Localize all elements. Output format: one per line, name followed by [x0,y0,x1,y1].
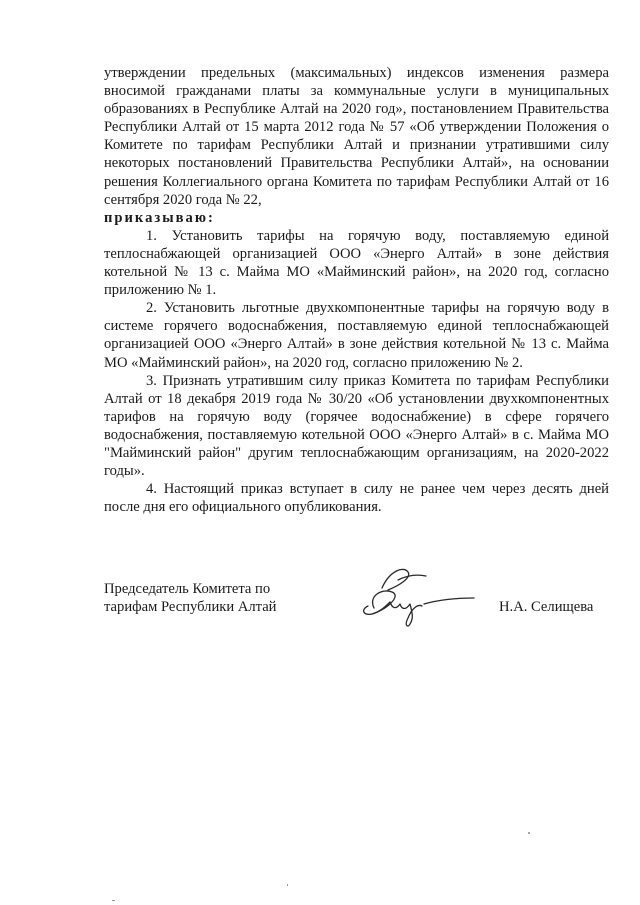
text-line: признании утратившими силу некоторых постановлений Правительства [104,137,610,172]
text-line: 2. Установить льготные двухкомпонентные тарифы на горячую воду [146,300,596,317]
signatory-title-line-2: тарифам Республики Алтай [104,599,277,616]
text-line: Правительства Республики Алтай от 15 марта 2012 года № 57 «Об [104,101,609,136]
handwritten-signature [342,558,492,638]
text-line: теплоснабжающей организацией ООО «Энерго Алтай» в зоне действия [104,318,609,353]
text-line: 3. Признать утратившим силу приказ Комитета по тарифам [146,372,531,389]
text-line: приложению № 2. [410,354,523,371]
text-line: 1. Установить тарифы на горячую воду, поставляемую единой [146,227,609,244]
text-line: Республики Алтай», на основании решения Коллегиального органа [104,155,610,190]
scan-speck [287,884,288,886]
text-line: котельной № 13 с. Майма МО «Майминский район», на 2020 год, согласно [104,264,609,281]
order-item-1 [104,227,609,299]
text-line: Комитета по тарифам Республики Алтай от 16 сентября 2020 года № 22, [104,173,610,208]
text-line: утверждении Положения о Комитете по тарифам Республики Алтай и [104,119,610,154]
text-line: приложению № 1. [104,282,217,299]
signatory-title-line-1: Председатель Комитета по [104,581,271,597]
order-word-text: приказываю: [104,209,215,226]
order-item-2 [104,299,609,371]
text-line: после дня его официального опубликования. [104,499,382,516]
text-line: в системе горячего водоснабжения, поставляемую единой [104,300,609,335]
order-word [104,209,609,227]
text-line: организациям, на 2020-2022 годы». [104,444,609,480]
text-line: Алтай» в с. Майма МО "Майминский район" другим теплоснабжающим [104,426,609,461]
text-line: сфере горячего водоснабжения, поставляемую котельной ООО «Энерго [104,408,609,443]
order-item-4 [104,480,609,516]
text-line: 4. Настоящий приказ вступает в силу не ранее чем через десять дней [146,481,609,498]
signatory-title [104,580,334,616]
text-line: котельной № 13 с. Майма МО «Майминский район», на 2020 год, согласно [104,336,609,371]
scan-speck [112,900,115,901]
text-line: утверждении предельных (максимальных) индексов изменения размера [104,65,609,81]
text-line: двухкомпонентных тарифов на горячую воду (горячее водоснабжение) в [104,390,609,425]
signature-block [104,580,609,640]
text-line: Республики Алтай от 18 декабря 2019 года № 30/20 «Об установлении [104,372,609,407]
text-line: вносимой гражданами платы за коммунальные услуги в муниципальных [104,83,609,100]
signatory-name: Н.А. Селищева [499,599,594,615]
order-item-3 [104,372,609,481]
text-line: образованиях в Республике Алтай на 2020 год», постановлением [104,101,513,118]
intro-paragraph [104,64,609,209]
scan-speck [528,832,530,834]
text-line: теплоснабжающей организацией ООО «Энерго Алтай» в зоне действия [104,245,609,262]
document-body [104,64,609,516]
